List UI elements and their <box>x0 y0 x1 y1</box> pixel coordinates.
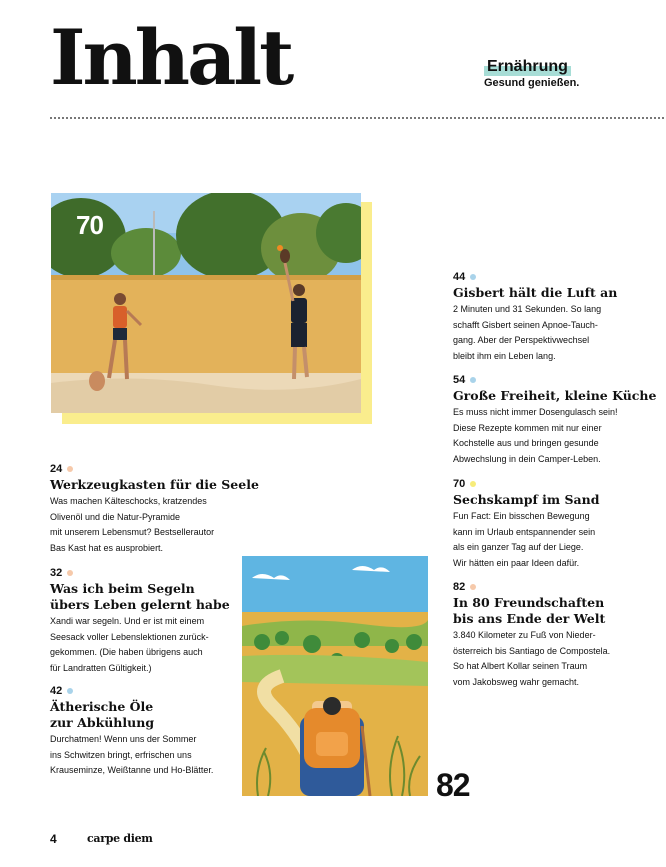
footer-magazine-name: carpe diem <box>87 832 153 845</box>
bullet-dot-icon <box>67 466 73 472</box>
entry-headline: Große Freiheit, kleine Küche <box>453 388 657 403</box>
toc-entry[interactable] <box>453 270 666 364</box>
entry-teaser: Es muss nicht immer Dosengulasch sein! Diese Rezepte kommen mit nur einer Kochstelle aus und bringen gesunde Abwechslung in dein Camper-Leben. <box>453 407 618 464</box>
dotted-divider <box>50 117 664 119</box>
entry-headline: Gisbert hält die Luft an <box>453 285 618 300</box>
section-name: Ernährung <box>484 58 571 76</box>
entry-teaser: Xandi war segeln. Und er ist mit einem Seesack voller Lebenslektionen zurück- gekommen. (Die haben übrigens auch für Landratten Gültigkeit.) <box>50 616 209 673</box>
toc-entry[interactable] <box>453 373 666 467</box>
bullet-dot-icon <box>67 688 73 694</box>
entry-page-number: 42 <box>50 685 63 697</box>
entry-teaser: Durchatmen! Wenn uns der Sommer ins Schwitzen bringt, erfrischen uns Krauseminze, Weißtanne und Ho-Blätter. <box>50 734 214 775</box>
entry-page-number: 24 <box>50 463 63 475</box>
entry-teaser: Fun Fact: Ein bisschen Bewegung kann im Urlaub entspannender sein als ein ganzer Tag auf der Liege. Wir hätten ein paar Ideen dafür. <box>453 511 596 568</box>
section-tag <box>484 58 579 89</box>
bullet-dot-icon <box>470 377 476 383</box>
entry-page-number: 44 <box>453 271 466 283</box>
entry-page-number: 82 <box>453 581 466 593</box>
toc-entry[interactable] <box>50 684 280 779</box>
footer-page-number: 4 <box>50 832 57 846</box>
illustration-page-number: 82 <box>436 767 470 803</box>
toc-entry[interactable] <box>453 477 666 571</box>
entry-page-number: 32 <box>50 567 63 579</box>
bullet-dot-icon <box>470 274 476 280</box>
entry-page-number: 54 <box>453 374 466 386</box>
entry-headline: In 80 Freundschaften bis ans Ende der Welt <box>453 595 606 626</box>
section-subtitle: Gesund genießen. <box>484 77 580 89</box>
toc-entry[interactable] <box>50 462 280 556</box>
entry-teaser: Was machen Kälteschocks, kratzendes Olivenöl und die Natur-Pyramide mit unserem Lebensmut? Bestsellerautor Bas Kast hat es ausprobiert. <box>50 496 215 553</box>
page-title: Inhalt <box>50 13 292 102</box>
toc-entry[interactable] <box>453 580 666 690</box>
photo-page-number: 70 <box>76 210 103 240</box>
entry-teaser: 2 Minuten und 31 Sekunden. So lang schafft Gisbert seinen Apnoe-Tauch- gang. Aber der Perspektivwechsel bleibt ihm ein Leben lang. <box>453 304 602 361</box>
entry-page-number: 70 <box>453 478 466 490</box>
bullet-dot-icon <box>67 570 73 576</box>
entry-headline: Ätherische Öle zur Abkühlung <box>50 699 155 730</box>
entry-headline: Werkzeugkasten für die Seele <box>50 477 259 492</box>
bullet-dot-icon <box>470 481 476 487</box>
entry-headline: Sechskampf im Sand <box>453 492 600 507</box>
entry-headline: Was ich beim Segeln übers Leben gelernt habe <box>50 581 230 612</box>
toc-entry[interactable] <box>50 566 280 676</box>
bullet-dot-icon <box>470 584 476 590</box>
entry-teaser: 3.840 Kilometer zu Fuß von Nieder- österreich bis Santiago de Compostela. So hat Albert Kollar seinen Traum vom Jakobsweg wahr gemacht. <box>453 630 611 687</box>
